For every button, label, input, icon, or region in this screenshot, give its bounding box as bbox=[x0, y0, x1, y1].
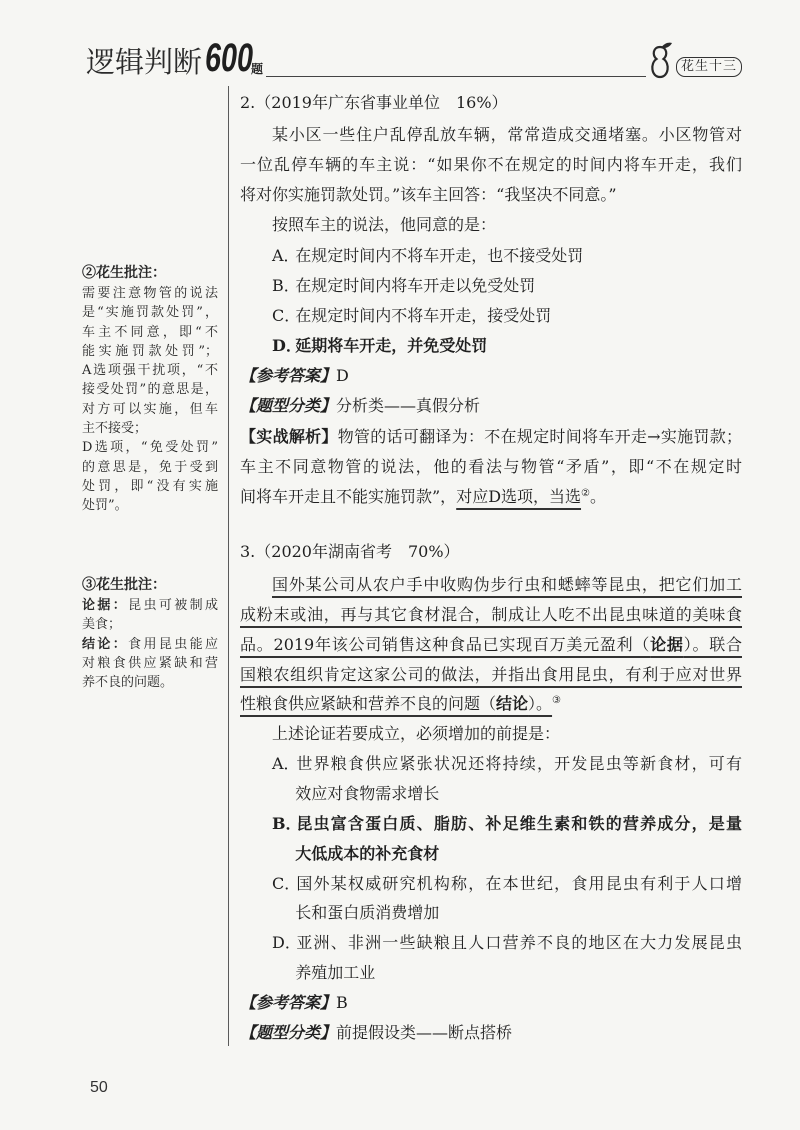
answer-value: B bbox=[336, 993, 348, 1013]
book-title-number: 600 bbox=[205, 36, 254, 80]
analysis-text: 。 bbox=[590, 486, 607, 506]
stem-line bbox=[240, 630, 742, 660]
underlined-text: 成粉末或油，再与其它食材混合，制成让人吃不出昆虫味道的美味食 bbox=[240, 604, 742, 624]
note-line: 美食； bbox=[82, 617, 122, 633]
question-2-header bbox=[240, 88, 742, 118]
analysis-line bbox=[240, 422, 742, 452]
category-label: 【题型分类】 bbox=[240, 1022, 337, 1042]
analysis-line: 车主不同意物管的说法，他的看法与物管“矛盾”，即“不在规定时 bbox=[240, 456, 742, 476]
option-letter: B． bbox=[272, 813, 302, 833]
underlined-conclusion: 对应D选项，当选 bbox=[456, 486, 582, 506]
conclusion-tag: 结论 bbox=[496, 694, 529, 714]
peanut-logo-icon bbox=[646, 40, 674, 82]
category-value: 前提假设类——断点搭桥 bbox=[336, 1022, 513, 1042]
analysis-label: 【实战解析】 bbox=[240, 426, 338, 446]
brand-badge: 花生十三 bbox=[676, 57, 742, 77]
option-text: 昆虫富含蛋白质、脂肪、补足维生素和铁的营养成分，是量 bbox=[295, 813, 742, 833]
margin-note-3 bbox=[82, 574, 218, 692]
stem-text: 性粮食供应紧缺和营养不良的问题（ bbox=[240, 694, 497, 714]
underlined-text: 国粮农组织肯定这家公司的做法，并指出食用昆虫，有利于应对世界 bbox=[240, 664, 742, 684]
option-d-continued: 养殖加工业 bbox=[295, 963, 376, 983]
stem-line bbox=[240, 570, 742, 600]
option-b bbox=[240, 271, 742, 301]
note-line: 处罚”。 bbox=[82, 498, 128, 514]
analysis-line bbox=[240, 482, 742, 512]
underlined-text bbox=[240, 694, 552, 713]
page-number: 50 bbox=[90, 1079, 108, 1096]
header-rule bbox=[266, 76, 646, 77]
stem-line bbox=[240, 689, 742, 719]
option-text: 延期将车开走，并免受处罚 bbox=[295, 336, 488, 356]
note-text: 食用昆虫能应 bbox=[128, 636, 218, 652]
option-c bbox=[240, 301, 742, 331]
answer-value: D bbox=[336, 366, 349, 386]
margin-divider bbox=[228, 86, 229, 1046]
question-2-heading: 2.（2019年广东省事业单位 16%） bbox=[240, 93, 508, 112]
note-line: A选项强干扰项，“不 bbox=[82, 363, 218, 379]
question-3-heading: 3.（2020年湖南省考 70%） bbox=[240, 542, 460, 561]
category-label: 【题型分类】 bbox=[240, 396, 337, 416]
option-letter: A． bbox=[272, 245, 300, 265]
stem-line: 一位乱停车辆的车主说：“如果你不在规定的时间内将车开走，我们 bbox=[240, 155, 742, 175]
question-3-header bbox=[240, 537, 742, 567]
option-a-continued: 效应对食物需求增长 bbox=[295, 784, 440, 804]
answer-label: 【参考答案】 bbox=[240, 993, 337, 1013]
answer-line bbox=[240, 988, 742, 1018]
book-title: 逻辑判断 bbox=[86, 45, 203, 79]
option-letter: B． bbox=[272, 275, 300, 295]
stem-line bbox=[240, 600, 742, 630]
premise-tag: 论据 bbox=[650, 634, 684, 654]
stem-text: ）。 bbox=[528, 694, 553, 714]
note-title: ②花生批注： bbox=[82, 265, 166, 281]
option-a bbox=[240, 241, 742, 271]
option-b bbox=[240, 809, 742, 839]
conclusion-label: 结论： bbox=[82, 636, 129, 652]
analysis-text: 间将车开走且不能实施罚款”， bbox=[240, 486, 457, 506]
option-text: 世界粮食供应紧张状况还将持续，开发昆虫等新食材，可有 bbox=[295, 754, 742, 774]
option-letter: C． bbox=[272, 873, 301, 893]
option-letter: C． bbox=[272, 305, 301, 325]
question-prompt: 上述论证若要成立，必须增加的前提是： bbox=[272, 724, 561, 744]
note-title: ③花生批注： bbox=[82, 577, 166, 593]
stem-text: ）。联合 bbox=[683, 634, 742, 654]
category-line bbox=[240, 391, 742, 421]
question-3-body bbox=[240, 570, 742, 1048]
note-line: 养不良的问题。 bbox=[82, 675, 174, 691]
option-letter: D． bbox=[272, 933, 301, 953]
note-reference-mark: ② bbox=[581, 487, 590, 499]
note-line: 能实施罚款处罚”； bbox=[82, 343, 218, 359]
question-2-body bbox=[240, 120, 742, 512]
note-line: 对方可以实施，但车 bbox=[82, 401, 218, 417]
option-text: 在规定时间内不将车开走，也不接受处罚 bbox=[295, 245, 584, 265]
option-d bbox=[240, 331, 742, 361]
note-line: 是“实施罚款处罚”， bbox=[82, 305, 218, 321]
note-line: D选项，“免受处罚” bbox=[82, 440, 218, 456]
underlined-text: 国外某公司从农户手中收购伪步行虫和蟋蟀等昆虫，把它们加工 bbox=[272, 575, 742, 594]
stem-text: 品。2019年该公司销售这种食品已实现百万美元盈利（ bbox=[240, 634, 651, 654]
premise-label: 论据： bbox=[82, 598, 129, 613]
note-line bbox=[82, 596, 218, 615]
note-line: 处罚，即“没有实施 bbox=[82, 478, 218, 494]
option-text: 国外某权威研究机构称，在本世纪，食用昆虫有利于人口增 bbox=[295, 873, 742, 893]
note-line: 的意思是，免于受到 bbox=[82, 459, 218, 475]
question-prompt: 按照车主的说法，他同意的是： bbox=[272, 215, 497, 235]
note-line: 主不接受； bbox=[82, 421, 148, 437]
option-b-continued: 大低成本的补充食材 bbox=[295, 843, 440, 863]
note-line: 需要注意物管的说法 bbox=[82, 286, 218, 301]
note-line: 对粮食供应紧缺和营 bbox=[82, 655, 218, 671]
note-line bbox=[82, 635, 218, 654]
answer-label: 【参考答案】 bbox=[240, 366, 337, 386]
analysis-text: 物管的话可翻译为：不在规定时间将车开走→实施罚款； bbox=[337, 426, 742, 446]
margin-note-2 bbox=[82, 262, 218, 516]
category-line bbox=[240, 1018, 742, 1048]
note-line: 车主不同意，即“不 bbox=[82, 324, 218, 340]
note-text: 昆虫可被制成 bbox=[128, 598, 218, 613]
book-title-suffix: 题 bbox=[251, 62, 264, 76]
option-text: 在规定时间内将车开走以免受处罚 bbox=[295, 275, 536, 295]
stem-line: 将对你实施罚款处罚。”该车主回答：“我坚决不同意。” bbox=[240, 185, 617, 205]
option-d bbox=[240, 928, 742, 958]
option-c-continued: 长和蛋白质消费增加 bbox=[295, 903, 440, 923]
option-letter: D． bbox=[272, 336, 302, 356]
underlined-text bbox=[240, 635, 742, 654]
stem-line: 某小区一些住户乱停乱放车辆，常常造成交通堵塞。小区物管对 bbox=[272, 125, 742, 144]
option-text: 在规定时间内不将车开走，接受处罚 bbox=[295, 305, 552, 325]
stem-line bbox=[240, 660, 742, 690]
answer-line bbox=[240, 361, 742, 391]
note-reference-mark: ③ bbox=[552, 695, 562, 707]
category-value: 分析类——真假分析 bbox=[336, 396, 481, 416]
option-a bbox=[240, 749, 742, 779]
option-c bbox=[240, 869, 742, 899]
option-text: 亚洲、非洲一些缺粮且人口营养不良的地区在大力发展昆虫 bbox=[295, 933, 742, 953]
note-line: 接受处罚”的意思是， bbox=[82, 382, 218, 398]
option-letter: A． bbox=[272, 754, 300, 774]
